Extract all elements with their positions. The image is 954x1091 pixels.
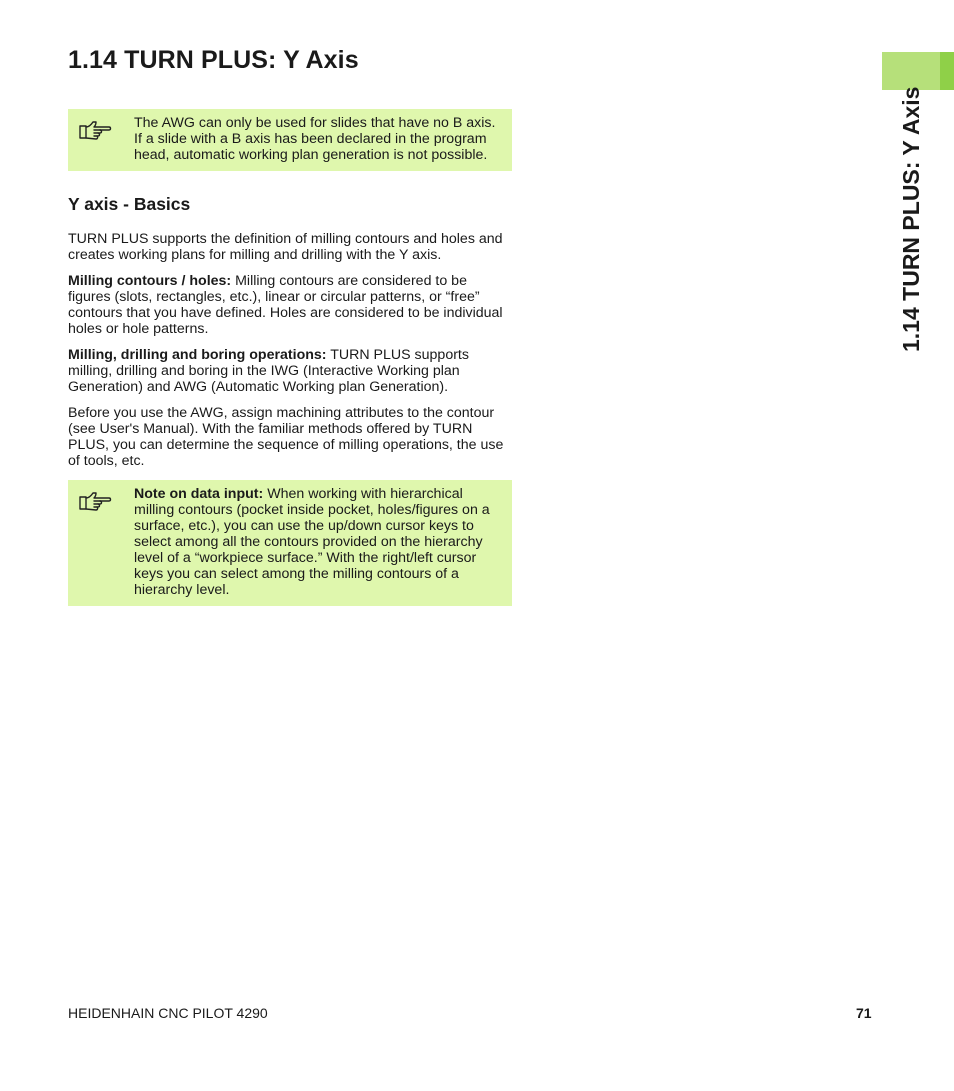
paragraph-label: Milling, drilling and boring operations: xyxy=(68,347,327,363)
pointing-hand-icon xyxy=(78,117,112,143)
paragraph-text: TURN PLUS supports milling, drilling and boring in the IWG (Interactive Working plan Generation) and AWG (Automatic Working plan Generation). xyxy=(68,347,469,395)
page-title: 1.14 TURN PLUS: Y Axis xyxy=(68,46,359,74)
note-text xyxy=(134,486,500,598)
note-label: Note on data input: xyxy=(134,486,264,502)
pointing-hand-icon xyxy=(78,488,112,514)
paragraph-text: Milling contours are considered to be figures (slots, rectangles, etc.), linear or circular patterns, or “free” contours that you have defined. Holes are considered to be individual holes or hole patterns. xyxy=(68,273,503,337)
intro-paragraph: TURN PLUS supports the definition of milling contours and holes and creates working plans for milling and drilling with the Y axis. xyxy=(68,231,503,263)
note-body: When working with hierarchical milling contours (pocket inside pocket, holes/figures on a surface, etc.), you can use the up/down cursor keys to select among all the contours provided on the hierarchy level of a “workpiece surface.” With the right/left cursor keys you can select among the milling contours of a hierarchy level. xyxy=(134,486,490,598)
page-number: 71 xyxy=(856,1005,872,1021)
note-box xyxy=(68,480,512,606)
note-box xyxy=(68,109,512,171)
section-heading: Y axis - Basics xyxy=(68,194,191,214)
body-text xyxy=(68,231,512,479)
note-text: The AWG can only be used for slides that have no B axis. If a slide with a B axis has been declared in the program head, automatic working plan generation is not possible. xyxy=(134,115,496,163)
milling-contours-paragraph xyxy=(68,273,512,337)
operations-paragraph xyxy=(68,347,512,395)
footer-product: HEIDENHAIN CNC PILOT 4290 xyxy=(68,1005,268,1021)
awg-paragraph: Before you use the AWG, assign machining attributes to the contour (see User's Manual). With the familiar methods offered by TURN PLUS, you can determine the sequence of milling operations, the use of tools, etc. xyxy=(68,405,504,469)
side-tab-accent xyxy=(940,52,954,90)
paragraph-label: Milling contours / holes: xyxy=(68,273,232,289)
side-tab-label: 1.14 TURN PLUS: Y Axis xyxy=(898,86,924,352)
